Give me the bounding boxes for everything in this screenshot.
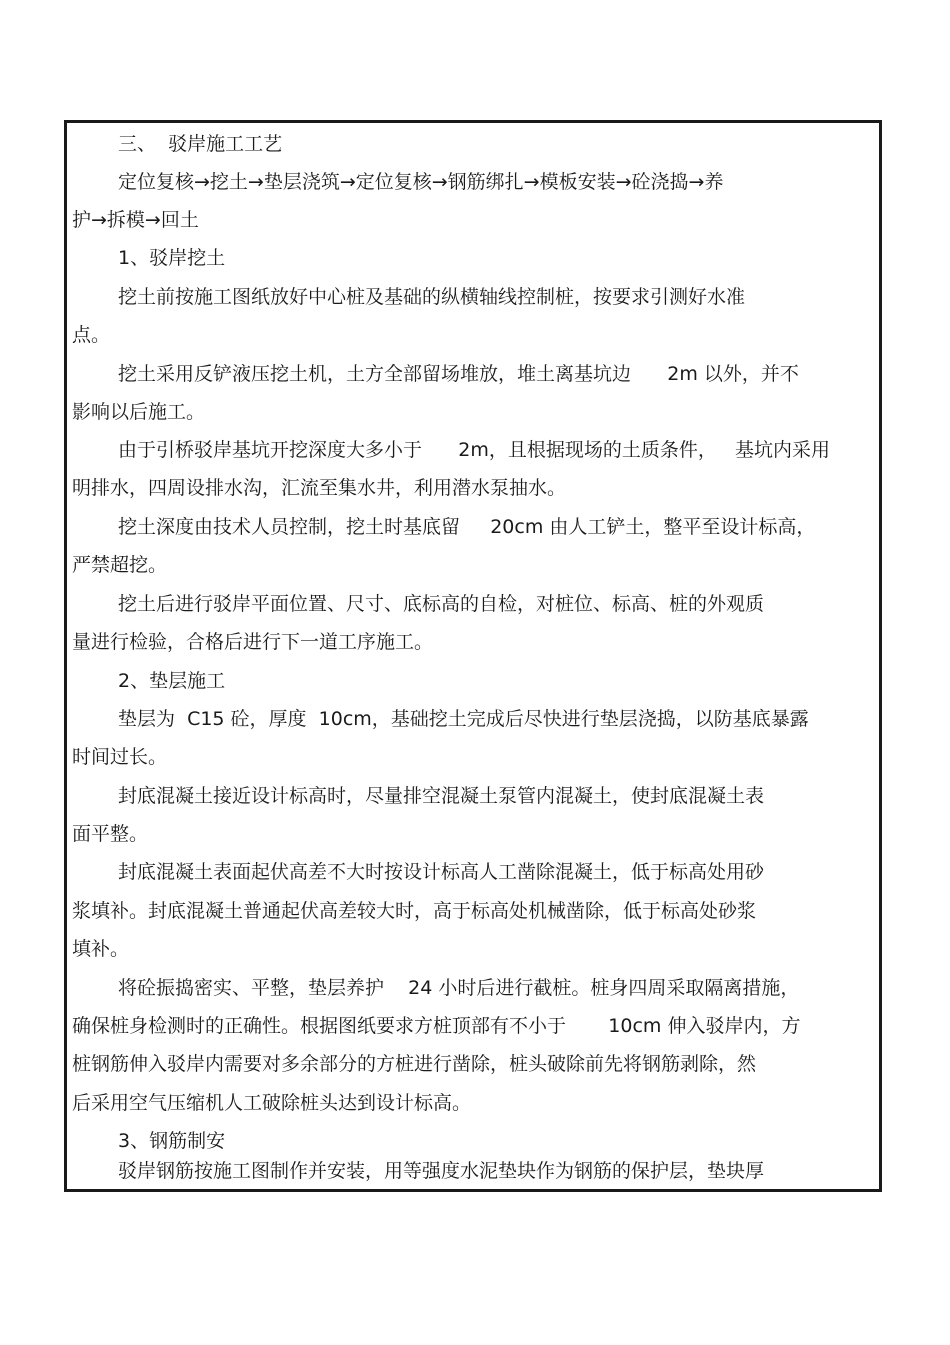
paragraph-line: 挖土后进行驳岸平面位置、尺寸、底标高的自检，对桩位、标高、桩的外观质 xyxy=(118,593,765,615)
paragraph-line: 后采用空气压缩机人工破除桩头达到设计标高。 xyxy=(72,1092,472,1114)
paragraph-line: 填补。 xyxy=(72,938,130,960)
paragraph-line: 定位复核→挖土→垫层浇筑→定位复核→钢筋绑扎→模板安装→砼浇捣→养 xyxy=(118,171,724,193)
paragraph-line: 桩钢筋伸入驳岸内需要对多余部分的方桩进行凿除，桩头破除前先将钢筋剥除，然 xyxy=(72,1053,757,1075)
paragraph-line: 护→拆模→回土 xyxy=(72,209,199,231)
paragraph-line: 严禁超挖。 xyxy=(72,554,168,576)
subsection-heading: 1、驳岸挖土 xyxy=(118,247,226,269)
paragraph-line: 挖土采用反铲液压挖土机，土方全部留场堆放，堆土离基坑边 2m 以外，并不 xyxy=(118,363,799,385)
paragraph-line: 挖土前按施工图纸放好中心桩及基础的纵横轴线控制桩，按要求引测好水准 xyxy=(118,286,746,308)
paragraph-line: 浆填补。封底混凝土普通起伏高差较大时，高于标高处机械凿除，低于标高处砂浆 xyxy=(72,900,757,922)
paragraph-line: 将砼振捣密实、平整，垫层养护 24 小时后进行截桩。桩身四周采取隔离措施， xyxy=(118,977,800,999)
paragraph-line: 点。 xyxy=(72,324,111,346)
paragraph-line: 时间过长。 xyxy=(72,746,168,768)
paragraph-line: 挖土深度由技术人员控制，挖土时基底留 20cm 由人工铲土，整平至设计标高， xyxy=(118,516,816,538)
paragraph-line: 垫层为 C15 砼，厚度 10cm，基础挖土完成后尽快进行垫层浇捣，以防基底暴露 xyxy=(118,708,809,730)
paragraph-line: 封底混凝土表面起伏高差不大时按设计标高人工凿除混凝土，低于标高处用砂 xyxy=(118,861,765,883)
paragraph-line: 确保桩身检测时的正确性。根据图纸要求方桩顶部有不小于 10cm 伸入驳岸内，方 xyxy=(72,1015,801,1037)
paragraph-line: 面平整。 xyxy=(72,823,149,845)
paragraph-line: 由于引桥驳岸基坑开挖深度大多小于 2m，且根据现场的土质条件， 基坑内采用 xyxy=(118,439,830,461)
section-heading: 三、 驳岸施工工艺 xyxy=(118,133,283,155)
paragraph-line: 明排水，四周设排水沟，汇流至集水井，利用潜水泵抽水。 xyxy=(72,477,567,499)
subsection-heading: 2、垫层施工 xyxy=(118,670,226,692)
paragraph-line: 封底混凝土接近设计标高时，尽量排空混凝土泵管内混凝土，使封底混凝土表 xyxy=(118,785,765,807)
paragraph-line: 量进行检验，合格后进行下一道工序施工。 xyxy=(72,631,434,653)
paragraph-line: 影响以后施工。 xyxy=(72,401,206,423)
paragraph-line: 驳岸钢筋按施工图制作并安装，用等强度水泥垫块作为钢筋的保护层，垫块厚 xyxy=(118,1160,765,1182)
subsection-heading: 3、钢筋制安 xyxy=(118,1130,226,1152)
